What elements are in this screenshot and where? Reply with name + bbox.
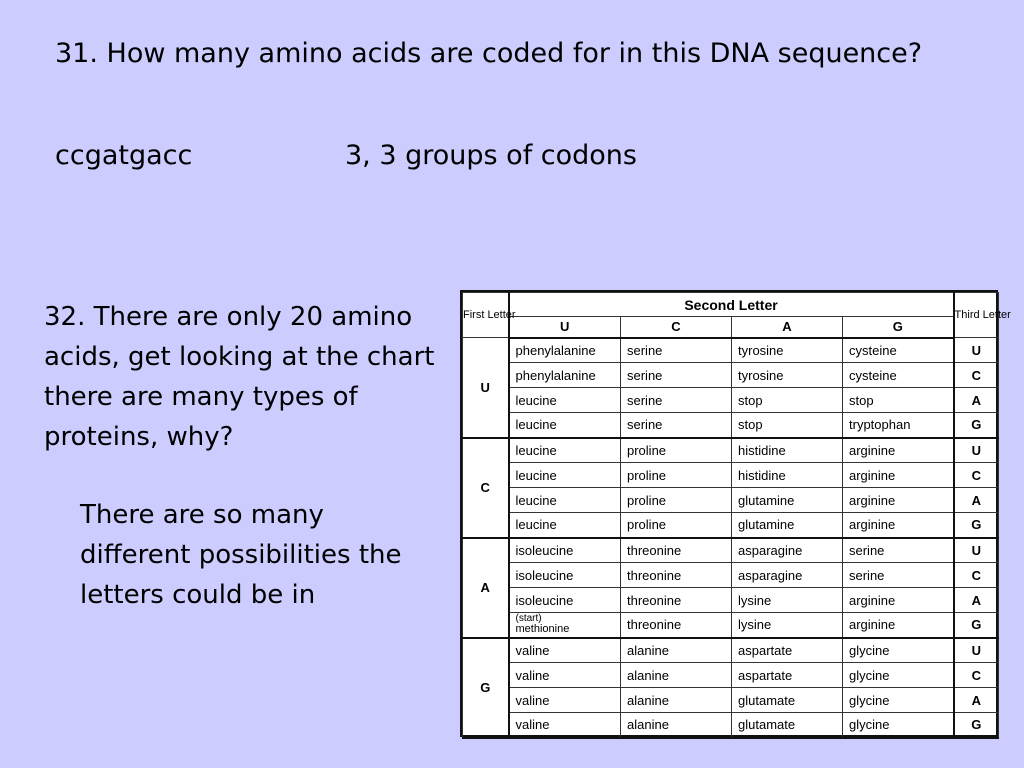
amino-acid-cell: alanine <box>621 713 732 738</box>
second-letter-u: U <box>509 317 621 338</box>
third-letter-cell: A <box>954 688 999 713</box>
codon-row <box>463 438 999 463</box>
amino-acid-cell: glutamine <box>732 513 843 538</box>
amino-acid-cell: proline <box>621 488 732 513</box>
amino-acid-cell: serine <box>621 413 732 438</box>
amino-acid-cell: stop <box>732 388 843 413</box>
amino-acid-cell: glutamine <box>732 488 843 513</box>
codon-table <box>460 290 1011 737</box>
third-letter-cell: G <box>954 513 999 538</box>
first-letter-cell: A <box>463 538 509 638</box>
amino-acid-cell: valine <box>509 713 621 738</box>
amino-acid-cell: glycine <box>843 713 954 738</box>
codon-row <box>463 413 999 438</box>
amino-acid-cell: tryptophan <box>843 413 954 438</box>
amino-acid-cell: isoleucine <box>509 538 621 563</box>
amino-acid-cell: isoleucine <box>509 563 621 588</box>
amino-acid-cell: glycine <box>843 663 954 688</box>
third-letter-cell: U <box>954 538 999 563</box>
amino-acid-cell: arginine <box>843 438 954 463</box>
codon-row <box>463 688 999 713</box>
amino-acid-cell: alanine <box>621 688 732 713</box>
third-letter-cell: U <box>954 638 999 663</box>
amino-acid-cell: alanine <box>621 663 732 688</box>
codon-row <box>463 638 999 663</box>
amino-acid-cell: valine <box>509 638 621 663</box>
second-letter-g: G <box>843 317 954 338</box>
answer-32: There are so many different possibilities the letters could be in <box>80 500 402 610</box>
amino-acid-cell: glycine <box>843 688 954 713</box>
third-letter-cell: C <box>954 563 999 588</box>
amino-acid-cell: arginine <box>843 588 954 613</box>
codon-row <box>463 463 999 488</box>
question-32: 32. There are only 20 amino acids, get looking at the chart there are many types of proteins, why? <box>44 302 435 452</box>
codon-row <box>463 663 999 688</box>
amino-acid-cell: glycine <box>843 638 954 663</box>
amino-acid-cell: serine <box>621 363 732 388</box>
codon-row <box>463 713 999 738</box>
amino-acid-cell: serine <box>843 538 954 563</box>
amino-acid-cell: phenylalanine <box>509 363 621 388</box>
third-letter-cell: U <box>954 338 999 363</box>
amino-acid-cell: valine <box>509 663 621 688</box>
amino-acid-cell: leucine <box>509 513 621 538</box>
amino-acid-cell: serine <box>621 338 732 363</box>
amino-acid-cell: cysteine <box>843 363 954 388</box>
amino-acid-cell: serine <box>621 388 732 413</box>
codon-row <box>463 563 999 588</box>
amino-acid-cell: leucine <box>509 438 621 463</box>
codon-row <box>463 388 999 413</box>
amino-acid-cell: tyrosine <box>732 338 843 363</box>
codon-row <box>463 338 999 363</box>
amino-acid-cell: proline <box>621 513 732 538</box>
answer-31: 3, 3 groups of codons <box>345 140 637 171</box>
codon-row <box>463 513 999 538</box>
amino-acid-cell: leucine <box>509 388 621 413</box>
amino-acid-cell: leucine <box>509 488 621 513</box>
third-letter-cell: A <box>954 388 999 413</box>
amino-acid-cell: tyrosine <box>732 363 843 388</box>
first-letter-cell: C <box>463 438 509 538</box>
codon-row <box>463 613 999 638</box>
amino-acid-cell: arginine <box>843 488 954 513</box>
third-letter-cell: G <box>954 713 999 738</box>
amino-acid-cell: arginine <box>843 463 954 488</box>
amino-acid-cell: arginine <box>843 613 954 638</box>
amino-acid-cell: proline <box>621 438 732 463</box>
answer-31-row <box>55 135 637 176</box>
question-31: 31. How many amino acids are coded for in this DNA sequence? <box>55 38 923 69</box>
amino-acid-cell: isoleucine <box>509 588 621 613</box>
amino-acid-cell: stop <box>843 388 954 413</box>
third-letter-cell: C <box>954 463 999 488</box>
amino-acid-cell: leucine <box>509 463 621 488</box>
amino-acid-cell: asparagine <box>732 563 843 588</box>
amino-acid-cell: valine <box>509 688 621 713</box>
first-letter-header: First Letter <box>463 293 509 338</box>
second-letter-a: A <box>732 317 843 338</box>
amino-acid-cell: lysine <box>732 613 843 638</box>
amino-acid-cell: histidine <box>732 463 843 488</box>
amino-acid-cell: stop <box>732 413 843 438</box>
amino-acid-cell: arginine <box>843 513 954 538</box>
amino-acid-cell: threonine <box>621 613 732 638</box>
second-letter-header: Second Letter <box>509 293 954 317</box>
amino-acid-cell: threonine <box>621 563 732 588</box>
amino-acid-cell: alanine <box>621 638 732 663</box>
amino-acid-cell: leucine <box>509 413 621 438</box>
first-letter-cell: U <box>463 338 509 438</box>
third-letter-cell: G <box>954 413 999 438</box>
third-letter-header: Third Letter <box>954 293 999 338</box>
codon-row <box>463 588 999 613</box>
amino-acid-cell: phenylalanine <box>509 338 621 363</box>
amino-acid-cell: asparagine <box>732 538 843 563</box>
amino-acid-cell: glutamate <box>732 713 843 738</box>
amino-acid-cell: threonine <box>621 538 732 563</box>
codon-row <box>463 363 999 388</box>
amino-acid-cell: aspartate <box>732 638 843 663</box>
dna-sequence: ccgatgacc <box>55 140 193 171</box>
codon-row <box>463 538 999 563</box>
amino-acid-cell: cysteine <box>843 338 954 363</box>
third-letter-cell: C <box>954 363 999 388</box>
third-letter-cell: U <box>954 438 999 463</box>
amino-acid-cell: (start) methionine <box>509 613 621 638</box>
amino-acid-cell: threonine <box>621 588 732 613</box>
third-letter-cell: A <box>954 488 999 513</box>
third-letter-cell: G <box>954 613 999 638</box>
amino-acid-cell: histidine <box>732 438 843 463</box>
first-letter-cell: G <box>463 638 509 738</box>
amino-acid-cell: glutamate <box>732 688 843 713</box>
amino-acid-cell: serine <box>843 563 954 588</box>
third-letter-cell: A <box>954 588 999 613</box>
amino-acid-cell: aspartate <box>732 663 843 688</box>
codon-row <box>463 488 999 513</box>
amino-acid-cell: lysine <box>732 588 843 613</box>
third-letter-cell: C <box>954 663 999 688</box>
amino-acid-cell: proline <box>621 463 732 488</box>
second-letter-c: C <box>621 317 732 338</box>
